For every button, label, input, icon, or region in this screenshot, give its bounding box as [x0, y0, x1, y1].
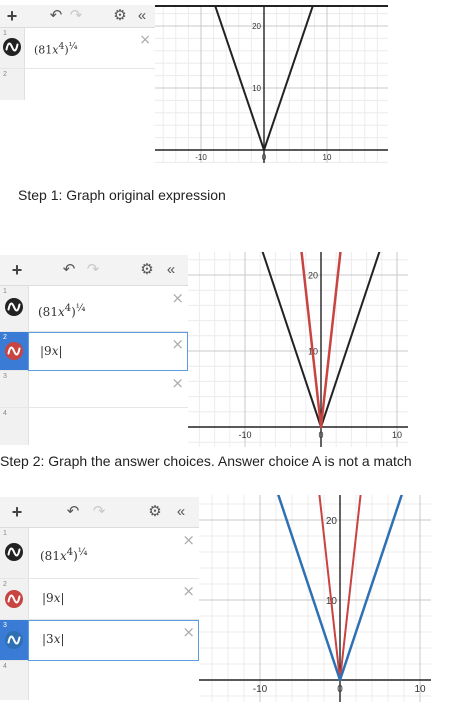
step1-caption: Step 1: Graph original expression	[18, 187, 226, 203]
expression-text[interactable]: $(81x^4)^{\frac{1}{4}}$	[38, 303, 86, 319]
graph-toggle-icon-black[interactable]	[5, 543, 23, 561]
expression-row-empty[interactable]	[0, 661, 199, 699]
undo-button[interactable]: ↶	[49, 7, 63, 24]
x-tick-label: -10	[252, 684, 268, 695]
y-tick-label: 10	[307, 346, 318, 357]
settings-gear-icon[interactable]: ⚙	[113, 7, 127, 24]
undo-button[interactable]: ↶	[66, 503, 80, 520]
expression-row-empty[interactable]	[0, 408, 188, 444]
selected-row-outline	[28, 332, 188, 371]
undo-button[interactable]: ↶	[62, 261, 76, 278]
graph-toggle-icon-red[interactable]	[5, 590, 23, 608]
collapse-list-icon[interactable]: «	[137, 7, 147, 24]
graph-canvas-step2[interactable]	[188, 252, 408, 447]
expression-row[interactable]	[0, 579, 199, 620]
graph-background	[199, 495, 431, 702]
expression-row-empty[interactable]	[0, 69, 155, 99]
y-tick-label: 20	[325, 516, 337, 527]
x-tick-label: -10	[195, 153, 207, 162]
delete-expression-icon[interactable]: ×	[182, 531, 195, 549]
selected-row-outline	[28, 620, 199, 661]
expression-row-empty[interactable]	[0, 371, 188, 408]
x-tick-label: 10	[322, 153, 332, 162]
graph-toggle-icon-blue[interactable]	[5, 631, 23, 649]
redo-button[interactable]: ↷	[86, 261, 100, 278]
x-tick-label: 0	[337, 684, 343, 695]
collapse-list-icon[interactable]: «	[176, 503, 186, 520]
redo-button[interactable]: ↷	[92, 503, 106, 520]
add-expression-button[interactable]: +	[11, 260, 23, 280]
x-tick-label: 10	[414, 684, 426, 695]
delete-expression-icon[interactable]: ×	[139, 32, 151, 48]
graph-toggle-icon-red[interactable]	[5, 342, 23, 360]
settings-gear-icon[interactable]: ⚙	[140, 261, 154, 278]
row-number: 1	[3, 288, 7, 295]
delete-expression-icon[interactable]: ×	[171, 335, 184, 353]
row-number: 2	[3, 581, 7, 588]
y-tick-label: 20	[252, 22, 261, 31]
add-expression-button[interactable]: +	[11, 502, 23, 522]
step2-caption: Step 2: Graph the answer choices. Answer choice A is not a match	[0, 453, 412, 469]
delete-expression-icon[interactable]: ×	[171, 289, 184, 307]
expression-text[interactable]: |3x|	[42, 632, 65, 646]
row-number: 1	[3, 30, 7, 37]
delete-expression-icon[interactable]: ×	[182, 623, 195, 641]
y-tick-label: 10	[325, 596, 337, 607]
delete-expression-icon[interactable]: ×	[182, 582, 195, 600]
row-number: 3	[3, 373, 7, 380]
settings-gear-icon[interactable]: ⚙	[148, 503, 162, 520]
redo-button[interactable]: ↷	[69, 7, 83, 24]
graph-toggle-icon-black[interactable]	[5, 298, 23, 316]
graph-toggle-icon-black[interactable]	[3, 38, 21, 56]
delete-expression-icon[interactable]: ×	[171, 374, 184, 392]
row-number: 4	[3, 663, 7, 670]
add-expression-button[interactable]: +	[6, 6, 18, 26]
expression-toolbar	[0, 5, 155, 28]
expression-text[interactable]: |9x|	[42, 591, 65, 605]
x-tick-label: 0	[318, 430, 324, 440]
expression-list-step1	[0, 5, 155, 100]
graph-canvas-step1[interactable]	[155, 5, 388, 163]
graph-canvas-step3[interactable]	[199, 495, 431, 702]
graph-background	[155, 5, 388, 163]
expression-row[interactable]	[0, 528, 199, 579]
row-number: 2	[3, 334, 7, 341]
y-tick-label: 20	[307, 270, 318, 281]
collapse-list-icon[interactable]: «	[166, 261, 176, 278]
expression-list-step3	[0, 497, 199, 700]
expression-row[interactable]	[0, 286, 188, 332]
expression-text[interactable]: |9x|	[40, 344, 63, 358]
graph-background	[188, 252, 408, 447]
expression-row[interactable]	[0, 28, 155, 69]
x-tick-label: 10	[391, 430, 403, 440]
expression-toolbar	[0, 255, 188, 286]
x-tick-label: -10	[238, 430, 252, 440]
expression-toolbar	[0, 497, 199, 528]
row-number: 1	[3, 530, 7, 537]
expression-text[interactable]: $(81x^4)^{\frac{1}{4}}$	[40, 547, 88, 563]
row-number: 4	[3, 410, 7, 417]
x-tick-label: 0	[261, 153, 267, 162]
expression-text[interactable]: $(81x^4)^{\frac{1}{4}}$	[34, 41, 78, 57]
row-number: 3	[3, 622, 7, 629]
row-number: 2	[3, 71, 7, 78]
y-tick-label: 10	[252, 84, 261, 93]
expression-list-step2	[0, 255, 188, 445]
